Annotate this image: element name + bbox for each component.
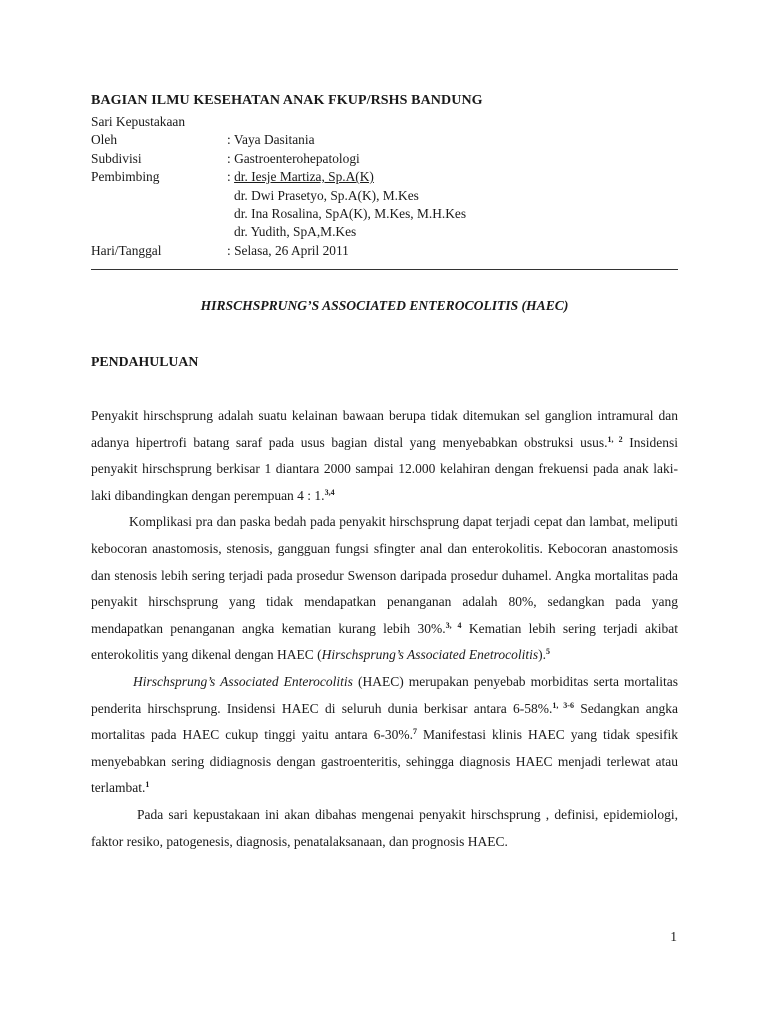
subdivision-value: : Gastroenterohepatologi: [227, 150, 360, 166]
p1-text-a: Penyakit hirschsprung adalah suatu kelainan bawaan berupa tidak ditemukan sel ganglion intramural dan adanya hipertrofi batang saraf pada usus bagian distal yang menyebabkan obstruksi usus.: [91, 408, 678, 450]
p2-text-b: Kematian lebih sering terjadi akibat enterokolitis yang dikenal dengan HAEC (: [91, 620, 678, 663]
date-label: Hari/Tanggal: [91, 242, 162, 258]
p2-text-a: Komplikasi pra dan paska bedah pada penyakit hirschsprung dapat terjadi cepat dan lambat, meliputi kebocoran anastomosis, stenosis, gangguan fungsi sfingter anal dan enterokolitis. Kebocoran anastomosis dan stenosis lebih sering terjadi pada prosedur Swenson daripada prosedur duhamel. Angka mortalitas pada penyakit hirschsprung yang tidak mendapatkan penanganan adalah 80%, sedangkan pada yang mendapatkan penanganan angka kematian kurang lebih 30%.: [91, 514, 678, 636]
institution-heading: BAGIAN ILMU KESEHATAN ANAK FKUP/RSHS BANDUNG: [91, 93, 483, 108]
p1-citation-1: 1, 2: [607, 434, 623, 444]
supervisor-name-3: dr. Ina Rosalina, SpA(K), M.Kes, M.H.Kes: [234, 205, 467, 221]
p1-text-b: Insidensi penyakit hirschsprung berkisar 1 diantara 2000 sampai 12.000 kelahiran dengan frekuensi pada anak laki-laki dibandingkan dengan perempuan 4 : 1.: [91, 434, 679, 503]
header-divider: [91, 269, 678, 270]
doc-type: Sari Kepustakaan: [91, 114, 186, 129]
p3-citation-3: 1: [145, 780, 150, 790]
p2-citation-1: 3, 4: [445, 620, 462, 630]
p1-citation-2: 3,4: [324, 487, 335, 497]
p2-citation-2: 5: [545, 647, 550, 657]
paragraph-1: [91, 403, 678, 509]
page-number: 1: [670, 929, 677, 944]
p3-text-c: Manifestasi klinis HAEC yang tidak spesifik menyebabkan sering didiagnosis dengan gastroenteritis, sehingga diagnosis HAEC menjadi terlewat atau terlambat.: [91, 727, 678, 796]
supervisor-label: Pembimbing: [91, 169, 160, 185]
author-value: : Vaya Dasitania: [227, 132, 315, 148]
paragraph-2: [91, 509, 678, 669]
p3-citation-2: 7: [413, 727, 418, 737]
p2-text-c: ).: [538, 647, 546, 663]
body-text: [91, 403, 678, 855]
date-value: : Selasa, 26 April 2011: [227, 242, 349, 258]
paragraph-4: [91, 802, 678, 855]
p3-italic-term: Hirschsprung’s Associated Enterocolitis: [133, 673, 353, 689]
section-heading: PENDAHULUAN: [91, 354, 199, 369]
supervisor-name-1: dr. Iesje Martiza, Sp.A(K): [234, 169, 374, 185]
p3-text-b: Sedangkan angka mortalitas pada HAEC cukup tinggi yaitu antara 6-30%.: [91, 700, 679, 743]
p3-citation-1: 1, 3-6: [552, 700, 574, 710]
supervisor-colon: :: [227, 169, 235, 185]
supervisor-name-4: dr. Yudith, SpA,M.Kes: [234, 224, 357, 240]
supervisor-value-1: [227, 168, 374, 186]
document-page: [91, 0, 678, 1024]
p2-italic-term: Hirschsprung’s Associated Enetrocolitis: [321, 647, 539, 663]
subdivision-label: Subdivisi: [91, 150, 142, 166]
supervisor-name-2: dr. Dwi Prasetyo, Sp.A(K), M.Kes: [234, 187, 419, 203]
author-label: Oleh: [91, 132, 118, 148]
p4-text-a: Pada sari kepustakaan ini akan dibahas mengenai penyakit hirschsprung , definisi, epidemiologi, faktor resiko, patogenesis, diagnosis, penatalaksanaan, dan prognosis HAEC.: [91, 806, 678, 849]
p3-text-a: (HAEC) merupakan penyebab morbiditas serta mortalitas penderita hirschsprung. Insidensi HAEC di seluruh dunia berkisar antara 6-58%.: [91, 673, 678, 716]
document-title: HIRSCHSPRUNG’S ASSOCIATED ENTEROCOLITIS (HAEC): [200, 298, 569, 313]
paragraph-3: [91, 669, 678, 802]
